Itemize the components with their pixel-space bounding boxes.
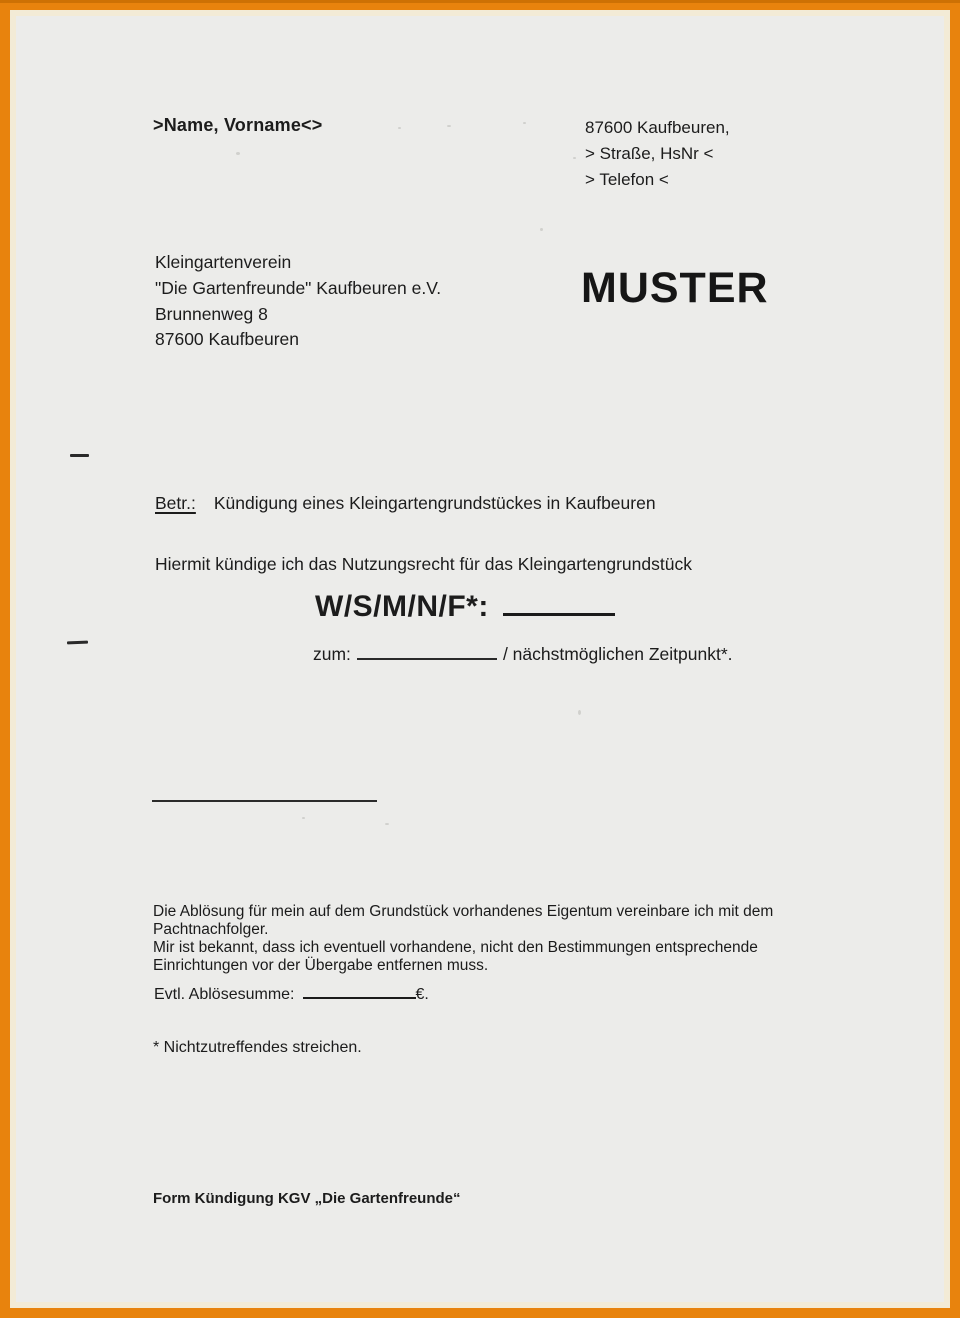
date-blank-field (357, 658, 497, 660)
sender-address-block (585, 115, 730, 193)
terms-line: Pachtnachfolger. (153, 921, 269, 938)
subject-line (155, 493, 656, 514)
subject-label: Betr.: (155, 493, 196, 513)
recipient-line: "Die Gartenfreunde" Kaufbeuren e.V. (155, 277, 442, 298)
sender-street-placeholder: > Straße, HsNr < (585, 144, 714, 163)
plot-code-label: W/S/M/N/F*: (315, 590, 489, 623)
scan-speck (573, 157, 576, 159)
redemption-label: Evtl. Ablösesumme: (154, 986, 295, 1003)
redemption-blank-field (303, 997, 416, 999)
recipient-line: 87600 Kaufbeuren (155, 329, 300, 350)
intro-sentence: Hiermit kündige ich das Nutzungsrecht für das Kleingartengrundstück (155, 554, 692, 574)
termination-date-line (313, 644, 733, 665)
footnote: * Nichtzutreffendes streichen. (153, 1039, 362, 1056)
terms-paragraph (153, 903, 773, 975)
terms-line: Mir ist bekannt, dass ich eventuell vorhandene, nicht den Bestimmungen entsprechende (153, 939, 758, 956)
scan-speck (236, 152, 240, 155)
sender-phone-placeholder: > Telefon < (585, 170, 669, 189)
subject-text: Kündigung eines Kleingartengrundstückes in Kaufbeuren (213, 493, 656, 513)
frame-top-edge (0, 0, 960, 3)
form-footer: Form Kündigung KGV „Die Gartenfreunde“ (153, 1190, 461, 1207)
recipient-line: Brunnenweg 8 (155, 303, 268, 324)
sender-name-placeholder: >Name, Vorname<> (153, 115, 323, 135)
scan-speck (540, 228, 543, 231)
scan-speck (523, 122, 526, 124)
recipient-line: Kleingartenverein (155, 252, 292, 272)
currency-symbol: €. (415, 986, 429, 1003)
plot-code-blank-field (503, 613, 615, 616)
signature-line (152, 800, 377, 802)
fold-mark-top (70, 454, 89, 457)
fold-mark-bottom (67, 641, 88, 645)
terms-line: Einrichtungen vor der Übergabe entfernen muss. (153, 957, 489, 974)
scan-speck (385, 823, 389, 825)
terms-line: Die Ablösung für mein auf dem Grundstück vorhandenes Eigentum vereinbare ich mit dem (153, 903, 774, 920)
scan-speck (302, 817, 305, 819)
date-suffix: / nächstmöglichen Zeitpunkt*. (502, 644, 733, 664)
scan-speck (578, 710, 581, 715)
recipient-address-block (155, 250, 441, 353)
plot-code-line (315, 590, 615, 624)
scan-speck (447, 125, 451, 127)
date-label: zum: (313, 644, 351, 664)
scan-speck (398, 127, 401, 129)
sender-city: 87600 Kaufbeuren, (585, 118, 730, 137)
muster-watermark: MUSTER (581, 264, 769, 312)
redemption-line (154, 986, 429, 1004)
